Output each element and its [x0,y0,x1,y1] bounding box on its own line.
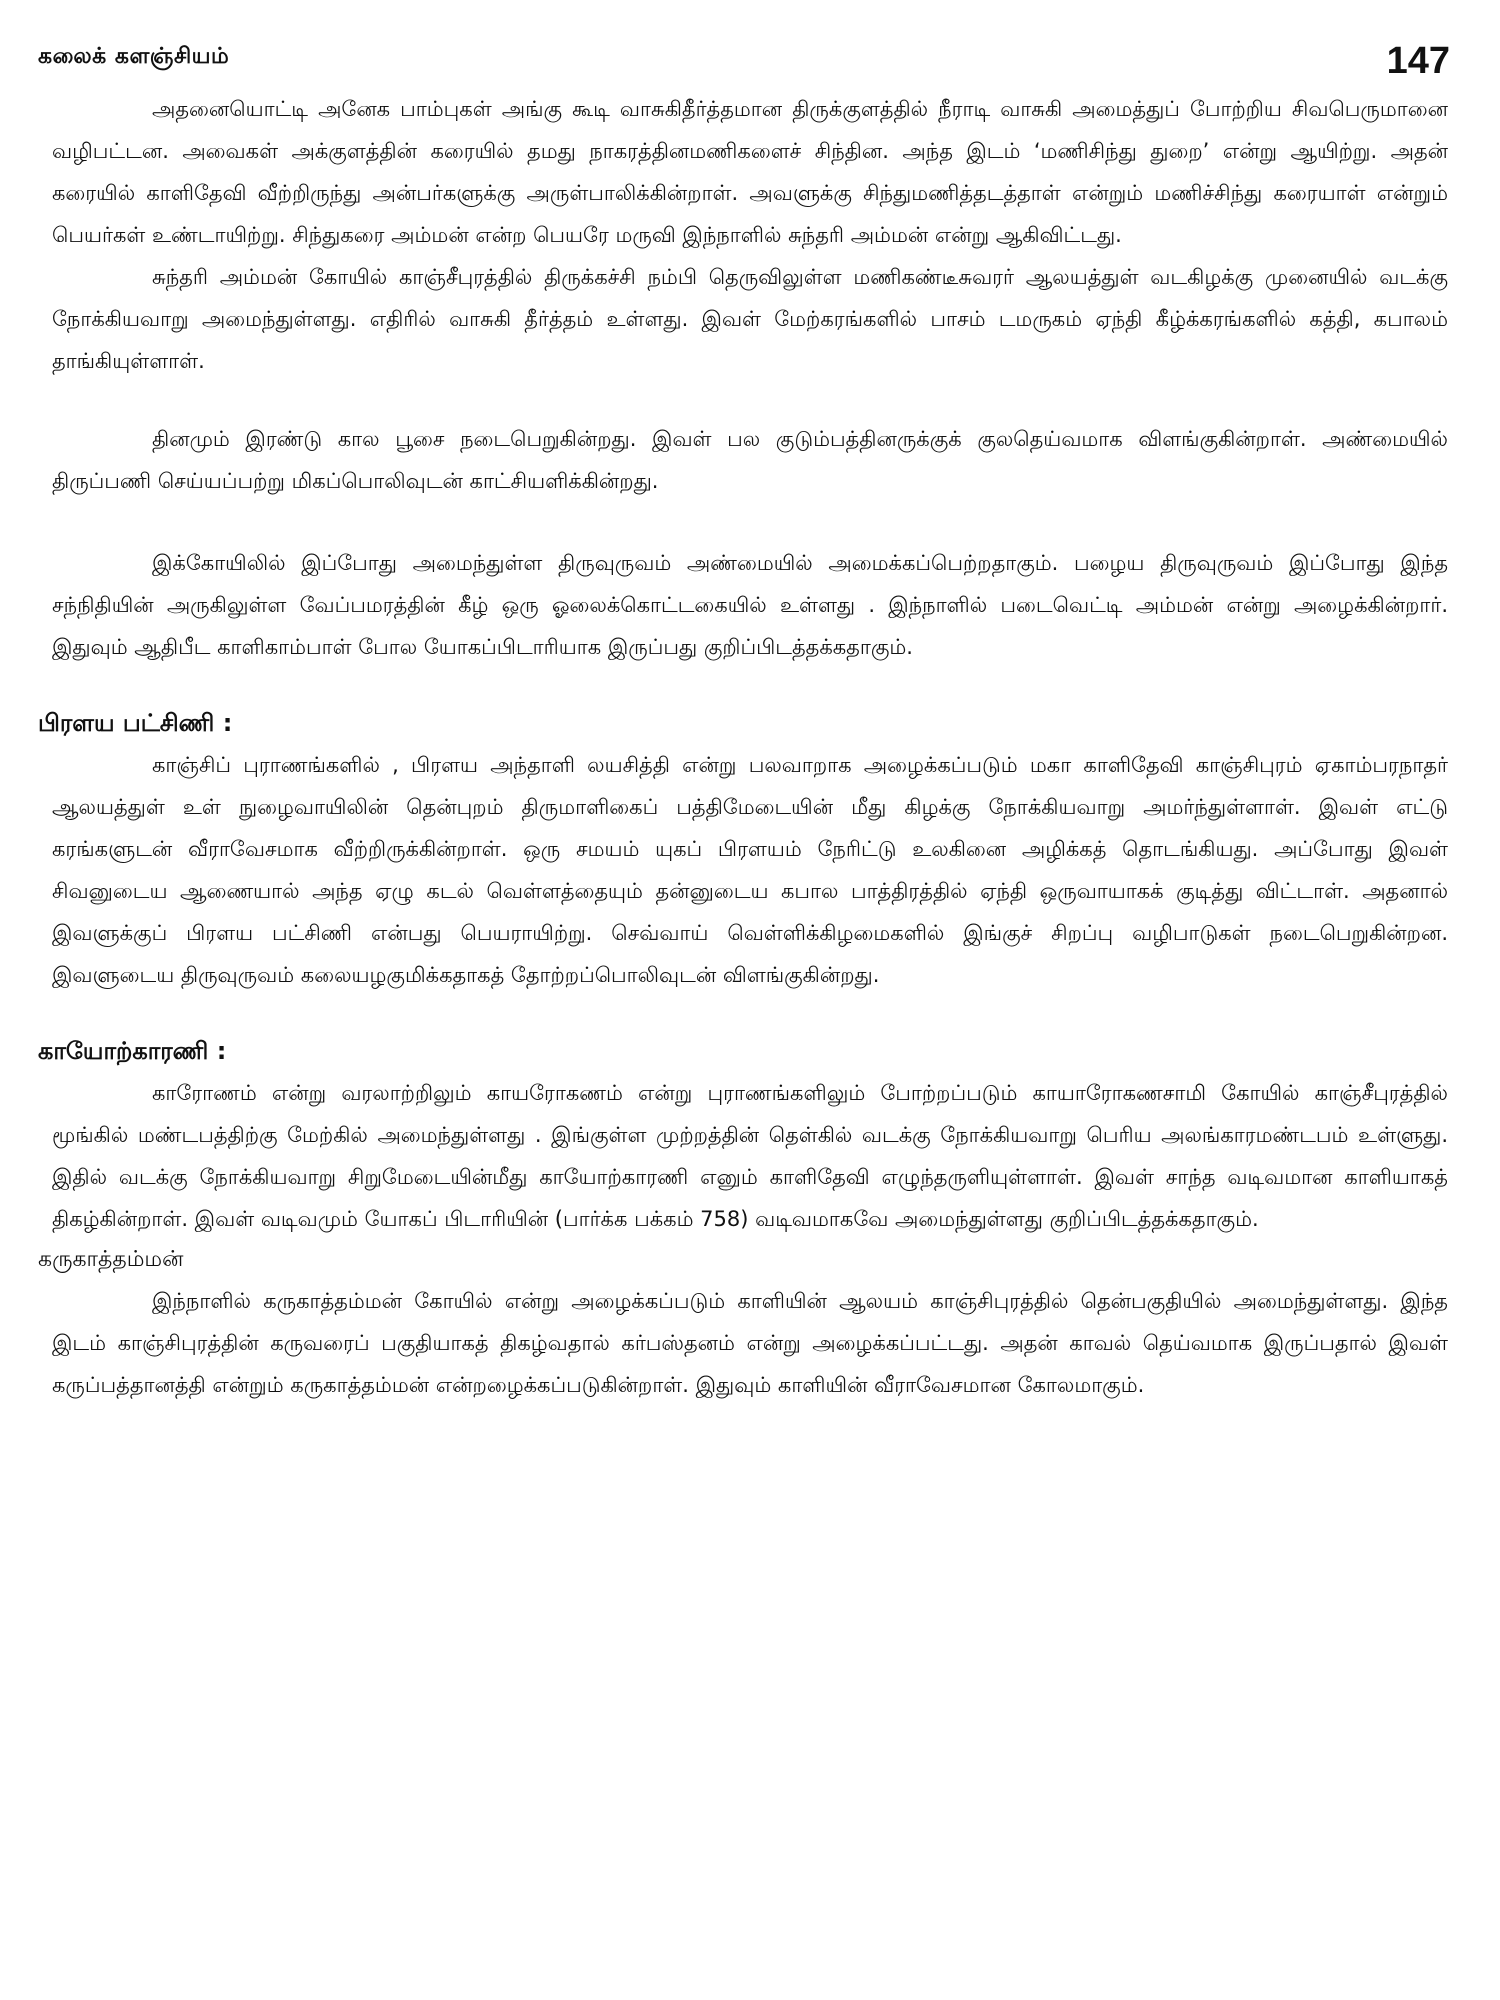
section-heading-kayorkarani: காயோற்காரணி : [38,1037,227,1065]
page-body [38,88,1448,1406]
paragraph-pralaya-patchini: காஞ்சிப் புராணங்களில் , பிரளய அந்தாளி லயசித்தி என்று பலவாறாக அழைக்கப்படும் மகா காளிதேவி காஞ்சிபுரம் ஏகாம்பரநாதர் ஆலயத்துள் உள் நுழைவாயிலின் தென்புறம் திருமாளிகைப் பத்திமேடையின் மீது கிழக்கு நோக்கியவாறு அமர்ந்துள்ளாள். இவள் எட்டு கரங்களுடன் வீராவேசமாக வீற்றிருக்கின்றாள். ஒரு சமயம் யுகப் பிரளயம் நேரிட்டு உலகினை அழிக்கத் தொடங்கியது. அப்போது இவள் சிவனுடைய ஆணையால் அந்த ஏழு கடல் வெள்ளத்தையும் தன்னுடைய கபால பாத்திரத்தில் ஏந்தி ஒருவாயாகக் குடித்து விட்டாள். அதனால் இவளுக்குப் பிரளய பட்சிணி என்பது பெயராயிற்று. செவ்வாய் வெள்ளிக்கிழமைகளில் இங்குச் சிறப்பு வழிபாடுகள் நடைபெறுகின்றன. இவளுடைய திருவுருவம் கலையழகுமிக்கதாகத் தோற்றப்பொலிவுடன் விளங்குகின்றது. [52,753,1448,987]
paragraph-sundari-amman-temple: சுந்தரி அம்மன் கோயில் காஞ்சீபுரத்தில் திருக்கச்சி நம்பி தெருவிலுள்ள மணிகண்டீசுவரர் ஆலயத்துள் வடகிழக்கு முனையில் வடக்கு நோக்கியவாறு அமைந்துள்ளது. எதிரில் வாசுகி தீர்த்தம் உள்ளது. இவள் மேற்கரங்களில் பாசம் டமருகம் ஏந்தி கீழ்க்கரங்களில் கத்தி, கபாலம் தாங்கியுள்ளாள். [52,265,1448,373]
paragraph-karukatthamman: இந்நாளில் கருகாத்தம்மன் கோயில் என்று அழைக்கப்படும் காளியின் ஆலயம் காஞ்சிபுரத்தில் தென்பகுதியில் அமைந்துள்ளது. இந்த இடம் காஞ்சிபுரத்தின் கருவரைப் பகுதியாகத் திகழ்வதால் கர்பஸ்தனம் என்று அழைக்கப்பட்டது. அதன் காவல் தெய்வமாக இருப்பதால் இவள் கருப்பத்தானத்தி என்றும் கருகாத்தம்மன் என்றழைக்கப்படுகின்றாள். இதுவும் காளியின் வீராவேசமான கோலமாகும். [52,1289,1448,1397]
paragraph-daily-puja: தினமும் இரண்டு கால பூசை நடைபெறுகின்றது. இவள் பல குடும்பத்தினருக்குக் குலதெய்வமாக விளங்குகின்றாள். அண்மையில் திருப்பணி செய்யப்பற்று மிகப்பொலிவுடன் காட்சியளிக்கின்றது. [52,427,1448,493]
section-heading-karukatthamman: கருகாத்தம்மன் [38,1247,184,1272]
section-heading-pralaya-patchini: பிரளய பட்சிணி : [38,709,233,737]
paragraph-kayorkarani: காரோணம் என்று வரலாற்றிலும் காயரோகணம் என்று புராணங்களிலும் போற்றப்படும் காயாரோகணசாமி கோயில் காஞ்சீபுரத்தில் மூங்கில் மண்டபத்திற்கு மேற்கில் அமைந்துள்ளது . இங்குள்ள முற்றத்தின் தெள்கில் வடக்கு நோக்கியவாறு பெரிய அலங்காரமண்டபம் உள்ளுது. இதில் வடக்கு நோக்கியவாறு சிறுமேடையின்மீது காயோற்காரணி எனும் காளிதேவி எழுந்தருளியுள்ளாள். இவள் சாந்த வடிவமான காளியாகத் திகழ்கின்றாள். இவள் வடிவமும் யோகப் பிடாரியின் (பார்க்க பக்கம் 758) வடிவமாகவே அமைந்துள்ளது குறிப்பிடத்தக்கதாகும். [52,1081,1448,1231]
paragraph-old-idol: இக்கோயிலில் இப்போது அமைந்துள்ள திருவுருவம் அண்மையில் அமைக்கப்பெற்றதாகும். பழைய திருவுருவம் இப்போது இந்த சந்நிதியின் அருகிலுள்ள வேப்பமரத்தின் கீழ் ஒரு ஓலைக்கொட்டகையில் உள்ளது . இந்நாளில் படைவெட்டி அம்மன் என்று அழைக்கின்றார். இதுவும் ஆதிபீட காளிகாம்பாள் போல யோகப்பிடாரியாக இருப்பது குறிப்பிடத்தக்கதாகும். [52,551,1448,659]
paragraph-vasuki-tirtham: அதனையொட்டி அனேக பாம்புகள் அங்கு கூடி வாசுகிதீர்த்தமான திருக்குளத்தில் நீராடி வாசுகி அமைத்துப் போற்றிய சிவபெருமானை வழிபட்டன. அவைகள் அக்குளத்தின் கரையில் தமது நாகரத்தினமணிகளைச் சிந்தின. அந்த இடம் ‘மணிசிந்து துறை’ என்று ஆயிற்று. அதன் கரையில் காளிதேவி வீற்றிருந்து அன்பர்களுக்கு அருள்பாலிக்கின்றாள். அவளுக்கு சிந்துமணித்தடத்தாள் என்றும் மணிச்சிந்து கரையாள் என்றும் பெயர்கள் உண்டாயிற்று. சிந்துகரை அம்மன் என்ற பெயரே மருவி இந்நாளில் சுந்தரி அம்மன் என்று ஆகிவிட்டது. [52,97,1448,247]
running-title: கலைக் களஞ்சியம் [38,44,230,69]
page-number: 147 [1386,40,1450,82]
